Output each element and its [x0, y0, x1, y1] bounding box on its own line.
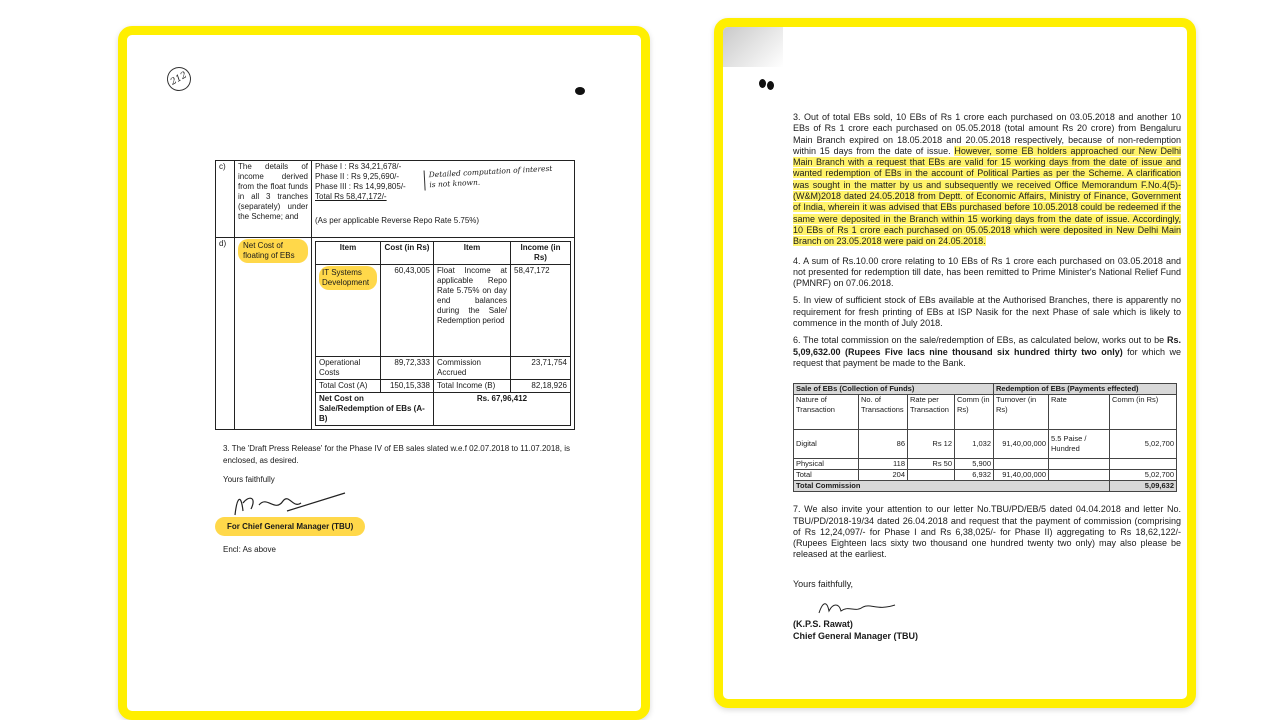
phase-2-income: Phase II : Rs 9,25,690/- — [315, 172, 400, 181]
row-label: c) — [216, 161, 235, 238]
it-systems-item: IT Systems Development — [319, 266, 377, 290]
table-cell — [1110, 459, 1177, 470]
signatory-designation: Chief General Manager (TBU) — [793, 630, 919, 641]
table-cell: 204 — [859, 470, 908, 481]
table-row — [316, 380, 571, 393]
table-cell: Total — [794, 470, 859, 481]
table-cell: 58,47,172 — [511, 265, 571, 357]
table-cell — [1049, 459, 1110, 470]
column-header: Comm (in Rs) — [1110, 395, 1177, 430]
letter-body — [793, 112, 1181, 641]
table-cell: 60,43,005 — [381, 265, 434, 357]
ink-dot — [759, 79, 766, 88]
paragraph-3 — [793, 112, 1181, 248]
reverse-repo-note: (As per applicable Reverse Repo Rate 5.75%) — [315, 216, 480, 225]
table-row — [794, 459, 1177, 470]
signature — [227, 487, 357, 521]
table-row-c — [216, 161, 575, 238]
paragraph-4: 4. A sum of Rs.10.00 crore relating to 10 EBs of Rs 1 crore each purchased on 03.05.2018 and not presented for redemption till date, has been remitted to Prime Minister's National Relief Fund (PMNRF) on 07.06.2018. — [793, 255, 1181, 289]
table-cell: 150,15,338 — [381, 380, 434, 393]
table-cell — [908, 470, 955, 481]
closing-line: Yours faithfully, — [793, 578, 854, 589]
table-row — [316, 393, 571, 426]
table-row-d — [216, 238, 575, 430]
net-cost-label-cell: Net Cost on Sale/Redemption of EBs (A-B) — [316, 393, 434, 426]
column-header: Comm (in Rs) — [955, 395, 994, 430]
total-commission-row — [794, 481, 1177, 492]
net-cost-table — [315, 241, 571, 426]
paragraph-3-text: 3. Out of total EBs sold, 10 EBs of Rs 1 crore each purchased on 03.05.2018 and another 10 EBs of Rs 1 crore each purchased on 05.05.2018 (total amount Rs 20 crore) from Bengaluru Main Branch expired on 18.05.2018 and 20.05.2018 respectively, because of non-redemption within 15 days from the date of issue. — [793, 112, 1181, 156]
commission-table — [793, 383, 1177, 492]
column-header: Item — [316, 242, 381, 265]
table-row — [794, 470, 1177, 481]
column-header: Rate — [1049, 395, 1110, 430]
table-row — [316, 265, 571, 357]
redemption-group-header: Redemption of EBs (Payments effected) — [994, 384, 1177, 395]
enclosure-note: Encl: As above — [223, 545, 276, 554]
table-cell: Float Income at applicable Repo Rate 5.75% on day end balances during the Sale/ Redemption period — [434, 265, 511, 357]
table-cell: Commission Accrued — [434, 357, 511, 380]
table-group-header — [794, 384, 1177, 395]
column-header: Income (in Rs) — [511, 242, 571, 265]
phase-3-income: Phase III : Rs 14,99,805/- — [315, 182, 406, 191]
table-cell: 5.5 Paise / Hundred — [1049, 430, 1110, 459]
table-cell: 6,932 — [955, 470, 994, 481]
column-header: Rate per Transaction — [908, 395, 955, 430]
table-cell: Rs 50 — [908, 459, 955, 470]
table-cell: 91,40,00,000 — [994, 470, 1049, 481]
table-row — [316, 357, 571, 380]
row-label: d) — [216, 238, 235, 430]
paragraph-7: 7. We also invite your attention to our letter No.TBU/PD/EB/5 dated 04.04.2018 and letter No. TBU/PD/2018-19/34 dated 26.04.2018 and request that the payment of commission (comprising of Rs 12,24,097/- for Phase I and Rs 6,38,025/- for Phase II) aggregating to Rs 18,62,122/- (Rupees Eighteen lacs sixty two thousand one hundred twenty two only) may also please be released at the earliest. — [793, 504, 1181, 560]
table-cell: 91,40,00,000 — [994, 430, 1049, 459]
table-cell: 1,032 — [955, 430, 994, 459]
paragraph-5: 5. In view of sufficient stock of EBs available at the Authorised Branches, there is apparently no requirement for fresh printing of EBs at ISP Nasik for the next Phase of sale which is likely to commence in the month of July 2018. — [793, 295, 1181, 329]
table-cell: Operational Costs — [316, 357, 381, 380]
total-commission-value: 5,09,632 — [1110, 481, 1177, 492]
table-cell: 23,71,754 — [511, 357, 571, 380]
phase-total-income: Total Rs 58,47,172/- — [315, 192, 387, 201]
table-cell: Physical — [794, 459, 859, 470]
left-document-page — [118, 26, 650, 720]
signatory-label: For Chief General Manager (TBU) — [215, 517, 365, 536]
paragraph-6-text: 6. The total commission on the sale/redemption of EBs, as calculated below, works out to be — [793, 335, 1167, 346]
table-row — [794, 430, 1177, 459]
signatory-name: (K.P.S. Rawat) — [793, 618, 853, 629]
paragraph-6-end: for which we request that payment be made to the Bank. — [793, 346, 1181, 368]
table-cell — [994, 459, 1049, 470]
row-description: The details of income derived from the float funds in all 3 tranches (separately) under the Scheme; and — [235, 161, 312, 238]
paragraph-3: 3. The 'Draft Press Release' for the Phase IV of EB sales slated w.e.f 02.07.2018 to 11.07.2018, is enclosed, as desired. — [223, 444, 570, 465]
column-header: Nature of Transaction — [794, 395, 859, 430]
table-cell: 118 — [859, 459, 908, 470]
ink-dot — [767, 81, 774, 90]
table-cell: 5,900 — [955, 459, 994, 470]
table-cell: 5,02,700 — [1110, 470, 1177, 481]
total-commission-label: Total Commission — [794, 481, 1110, 492]
ink-dot — [575, 87, 585, 95]
table-cell: Total Cost (A) — [316, 380, 381, 393]
page-number-mark: 212 — [163, 63, 196, 96]
table-cell: 86 — [859, 430, 908, 459]
handwritten-note: Detailed computation of interest is not known. — [424, 163, 560, 190]
net-cost-label: Net Cost of floating of EBs — [238, 239, 308, 263]
scan-shadow-corner — [723, 27, 783, 67]
commission-amount: Rs. 5,09,632.00 (Rupees Five lacs nine thousand six hundred thirty two only) — [793, 335, 1181, 357]
table-cell — [1049, 470, 1110, 481]
table-header-row — [794, 395, 1177, 430]
paragraph-3-highlight: However, some EB holders approached our New Delhi Main Branch with a request that EBs are valid for 15 working days from the date of issue and wanted redemption of EBs in the account of Political Parties as per the Scheme. A clarification was sought in the matter by us and subsequently we received Office Memorandum F.No.4(5)-(W&M)2018 dated 24.05.2018 from Deptt. of Economic Affairs, Ministry of Finance, Government of India, wherein it was advised that EBs purchased before 10.05.2018 could be redeemed if the same were deposited in the Branch within 15 working days from the date of issue. Accordingly, 10 EBs of Rs 1 crore each purchased on 05.05.2018 which were deposited in New Delhi Main Branch on 23.05.2018 were paid on 24.05.2018. — [793, 145, 1181, 247]
table-row — [316, 242, 571, 265]
table-cell: 89,72,333 — [381, 357, 434, 380]
row-description — [235, 238, 312, 430]
column-header: Cost (in Rs) — [381, 242, 434, 265]
table-cell: 82,18,926 — [511, 380, 571, 393]
right-document-page — [714, 18, 1196, 708]
column-header: No. of Transactions — [859, 395, 908, 430]
phase-1-income: Phase I : Rs 34,21,678/- — [315, 162, 402, 171]
income-details-table — [215, 160, 575, 430]
table-cell: Total Income (B) — [434, 380, 511, 393]
sale-group-header: Sale of EBs (Collection of Funds) — [794, 384, 994, 395]
net-cost-value: Rs. 67,96,412 — [434, 393, 571, 426]
column-header: Turnover (in Rs) — [994, 395, 1049, 430]
signature — [815, 597, 905, 619]
phase-income-cell — [312, 161, 575, 238]
table-cell: Digital — [794, 430, 859, 459]
table-cell: Rs 12 — [908, 430, 955, 459]
column-header: Item — [434, 242, 511, 265]
paragraph-6 — [793, 335, 1181, 369]
closing-line: Yours faithfully — [223, 475, 275, 484]
table-cell: 5,02,700 — [1110, 430, 1177, 459]
